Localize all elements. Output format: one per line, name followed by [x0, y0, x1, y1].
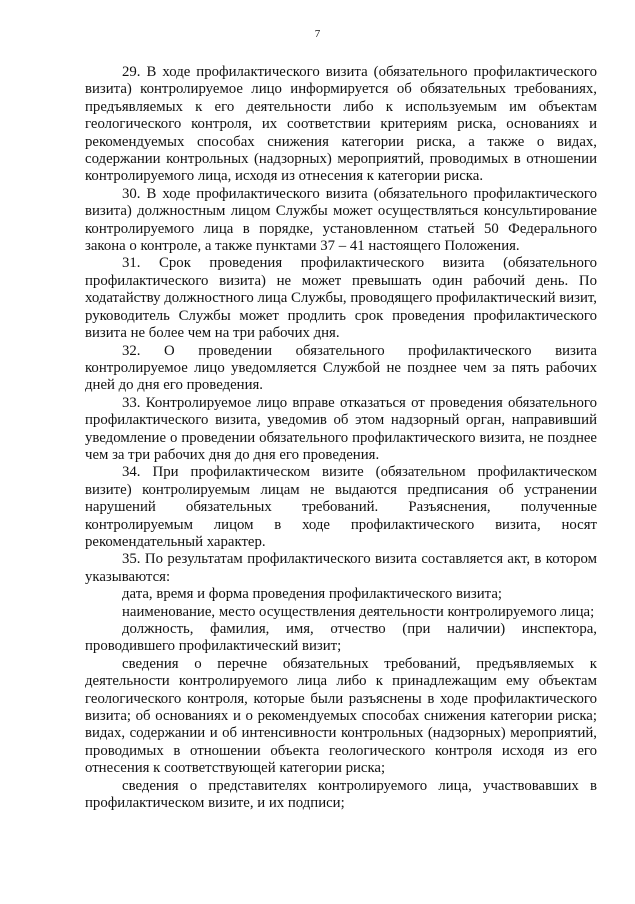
paragraph-30: 30. В ходе профилактического визита (обязательного профилактического визита) должностным лицом Службы может осуществляться консультирование контролируемого лица в порядке, установленном статьей 50 Федерального закона о контроле, а также пунктами 37 – 41 настоящего Положения. [85, 185, 597, 255]
paragraph-32: 32. О проведении обязательного профилактического визита контролируемое лицо уведомляется Службой не позднее чем за пять рабочих дней до дня его проведения. [85, 342, 597, 394]
paragraph-31: 31. Срок проведения профилактического визита (обязательного профилактического визита) не может превышать один рабочий день. По ходатайству должностного лица Службы, проводящего профилактический визит, руководитель Службы может продлить срок проведения профилактического визита не более чем на три рабочих дня. [85, 255, 597, 342]
document-body [85, 64, 597, 812]
list-item-name-place: наименование, место осуществления деятельности контролируемого лица; [122, 603, 595, 620]
list-item-date-time-form: дата, время и форма проведения профилактического визита; [122, 586, 503, 603]
list-item-requirements-info: сведения о перечне обязательных требований, предъявляемых к деятельности контролируемого лица либо к принадлежащим ему объектам геологического контроля, которые были разъяснены в ходе профилактического визита; об основаниях и о рекомендуемых способах снижения категории риска; видах, содержании и об интенсивности контрольных (надзорных) мероприятий, проводимых в отношении объекта геологического контроля исходя из его отнесения к соответствующей категории риска; [85, 655, 597, 777]
paragraph-33: 33. Контролируемое лицо вправе отказаться от проведения обязательного профилактического визита, уведомив об этом надзорный орган, направивший уведомление о проведении обязательного профилактического визита, не позднее чем за три рабочих дня до дня его проведения. [85, 394, 597, 463]
paragraph-29: 29. В ходе профилактического визита (обязательного профилактического визита) контролируемое лицо информируется об обязательных требованиях, предъявляемых к его деятельности либо к используемым им объектам геологического контроля, их соответствии критериям риска, основаниях и рекомендуемых способах снижения категории риска, а также о видах, содержании контрольных (надзорных) мероприятий, проводимых в отношении контролируемого лица, исходя из отнесения к категории риска. [85, 64, 597, 185]
list-item-representatives: сведения о представителях контролируемого лица, участвовавших в профилактическом визите, и их подписи; [85, 777, 597, 812]
page-number: 7 [314, 28, 321, 40]
paragraph-35: 35. По результатам профилактического визита составляется акт, в котором указываются: [85, 551, 597, 585]
list-item-inspector: должность, фамилия, имя, отчество (при наличии) инспектора, проводившего профилактический визит; [85, 621, 597, 655]
paragraph-34: 34. При профилактическом визите (обязательном профилактическом визите) контролируемым лицам не выдаются предписания об устранении нарушений обязательных требований. Разъяснения, полученные контролируемым лицом в ходе профилактического визита, носят рекомендательный характер. [85, 464, 597, 550]
